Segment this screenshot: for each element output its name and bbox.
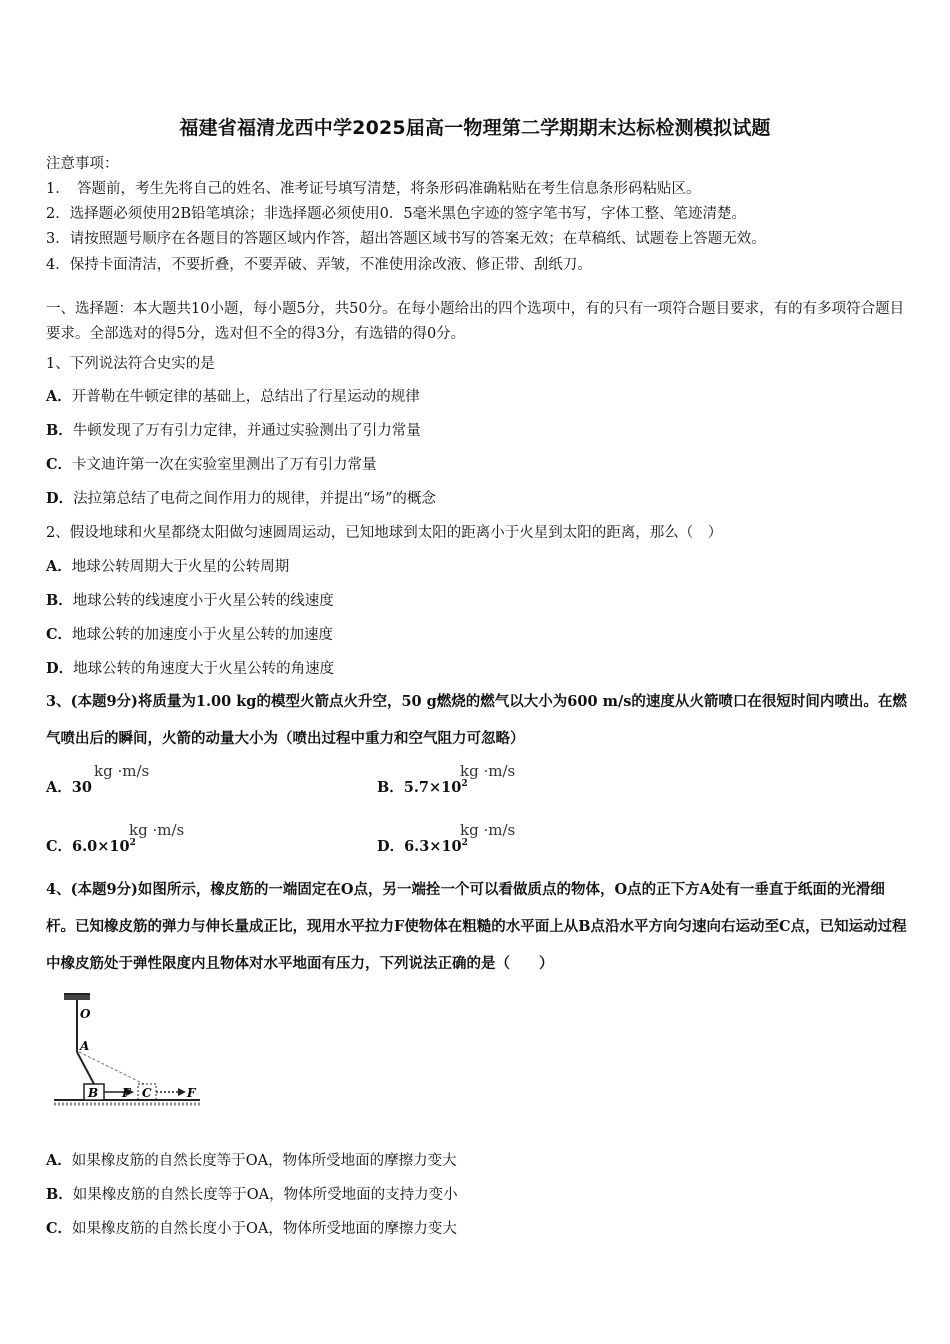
option-label: C． [46, 838, 73, 855]
option-text: 地球公转的加速度小于火星公转的加速度 [72, 627, 334, 643]
option-value: 6.0×10 [72, 838, 130, 855]
option-exponent: 2 [461, 838, 468, 849]
notice-item-3: 3．请按照题号顺序在各题目的答题区域内作答，超出答题区域书写的答案无效；在草稿纸、试题卷上答题无效。 [46, 231, 766, 247]
option-label: C． [46, 456, 73, 473]
label-b: B [88, 1086, 99, 1100]
option-value: 6.3×10 [404, 838, 462, 855]
option-label: A． [46, 779, 72, 796]
question-2-option-c [46, 623, 333, 644]
option-text: 地球公转的角速度大于火星公转的角速度 [73, 661, 335, 677]
label-f1: F [122, 1086, 131, 1100]
question-1-option-a [46, 385, 420, 406]
question-4-option-c [46, 1217, 457, 1238]
rubber-band-diagram [44, 990, 206, 1114]
question-3-stem: 3、(本题9分)将质量为1.00 kg的模型火箭点火升空，50 g燃烧的燃气以大小为600 m/s的速度从火箭喷口在很短时间内喷出。在燃气喷出后的瞬间，火箭的动量大小为（喷出过程中重力和空气阻力可忽略） [46, 693, 907, 747]
question-3-option-b [377, 776, 468, 797]
page-title: 福建省福清龙西中学2025届高一物理第二学期期末达标检测模拟试题 [179, 117, 771, 139]
question-1-stem: 1、下列说法符合史实的是 [46, 356, 215, 372]
rubber-band-slant [77, 1052, 94, 1084]
option-value: 30 [71, 779, 92, 796]
option-text: 法拉第总结了电荷之间作用力的规律，并提出“场”的概念 [73, 491, 436, 507]
notice-heading: 注意事项： [46, 156, 119, 172]
unit-label: kg ·m/s [460, 821, 516, 839]
option-label: A． [46, 558, 72, 575]
option-label: A． [46, 388, 72, 405]
label-o: O [80, 1007, 91, 1021]
label-a: A [80, 1039, 90, 1053]
label-f2: F [187, 1086, 196, 1100]
question-3-option-d [377, 835, 468, 856]
option-text: 如果橡皮筋的自然长度等于OA，物体所受地面的支持力变小 [72, 1187, 458, 1203]
section-intro: 一、选择题：本大题共10小题，每小题5分，共50分。在每小题给出的四个选项中，有的只有一项符合题目要求，有的有多项符合题目要求。全部选对的得5分，选对但不全的得3分，有选错的得0分。 [46, 301, 905, 342]
option-exponent: 2 [461, 779, 468, 790]
force-arrow-2-head [178, 1088, 186, 1096]
option-label: B． [46, 422, 73, 439]
question-4-stem: 4、(本题9分)如图所示，橡皮筋的一端固定在O点，另一端拴一个可以看做质点的物体，O点的正下方A处有一垂直于纸面的光滑细杆。已知橡皮筋的弹力与伸长量成正比，现用水平拉力F使物体在粗糙的水平面上从B点沿水平方向匀速向右运动至C点，已知运动过程中橡皮筋处于弹性限度内且物体对水平地面有压力，下列说法正确的是（ ） [46, 881, 907, 972]
option-label: B． [46, 1186, 73, 1203]
option-text: 如果橡皮筋的自然长度小于OA，物体所受地面的摩擦力变大 [72, 1221, 457, 1237]
option-text: 如果橡皮筋的自然长度等于OA，物体所受地面的摩擦力变大 [71, 1153, 457, 1169]
question-2-option-b [46, 589, 334, 610]
question-3-option-a [46, 776, 92, 797]
option-label: D． [46, 660, 74, 677]
option-label: C． [46, 1220, 73, 1237]
option-text: 开普勒在牛顿定律的基础上，总结出了行星运动的规律 [71, 389, 420, 405]
question-2-stem: 2、假设地球和火星都绕太阳做匀速圆周运动，已知地球到太阳的距离小于火星到太阳的距离，那么（ ） [46, 525, 723, 541]
option-text: 卡文迪许第一次在实验室里测出了万有引力常量 [72, 457, 377, 473]
option-exponent: 2 [129, 838, 136, 849]
option-label: C． [46, 626, 73, 643]
label-c: C [142, 1086, 152, 1100]
question-4-option-b [46, 1183, 458, 1204]
question-3-option-c [46, 835, 136, 856]
notice-item-1: 1． 答题前，考生先将自己的姓名、准考证号填写清楚，将条形码准确粘贴在考生信息条形码粘贴区。 [46, 181, 701, 197]
question-2-option-a [46, 555, 289, 576]
option-text: 牛顿发现了万有引力定律，并通过实验测出了引力常量 [72, 423, 421, 439]
option-label: B． [46, 592, 73, 609]
unit-label: kg ·m/s [129, 821, 185, 839]
question-2-option-d [46, 657, 334, 678]
question-1-option-b [46, 419, 421, 440]
question-1-option-d [46, 487, 436, 508]
notice-item-2: 2．选择题必须使用2B铅笔填涂；非选择题必须使用0．5毫米黑色字迹的签字笔书写，字体工整、笔迹清楚。 [46, 206, 747, 222]
unit-label: kg ·m/s [460, 762, 516, 780]
dashed-path [79, 1052, 144, 1084]
option-value: 5.7×10 [403, 779, 462, 796]
option-text: 地球公转周期大于火星的公转周期 [71, 559, 290, 575]
notice-item-4: 4．保持卡面清洁，不要折叠，不要弄破、弄皱，不准使用涂改液、修正带、刮纸刀。 [46, 257, 592, 273]
unit-label: kg ·m/s [94, 762, 150, 780]
question-4-option-a [46, 1149, 457, 1170]
option-text: 地球公转的线速度小于火星公转的线速度 [72, 593, 334, 609]
option-label: D． [377, 838, 405, 855]
question-1-option-c [46, 453, 377, 474]
option-label: D． [46, 490, 74, 507]
option-label: B． [377, 779, 404, 796]
option-label: A． [46, 1152, 72, 1169]
